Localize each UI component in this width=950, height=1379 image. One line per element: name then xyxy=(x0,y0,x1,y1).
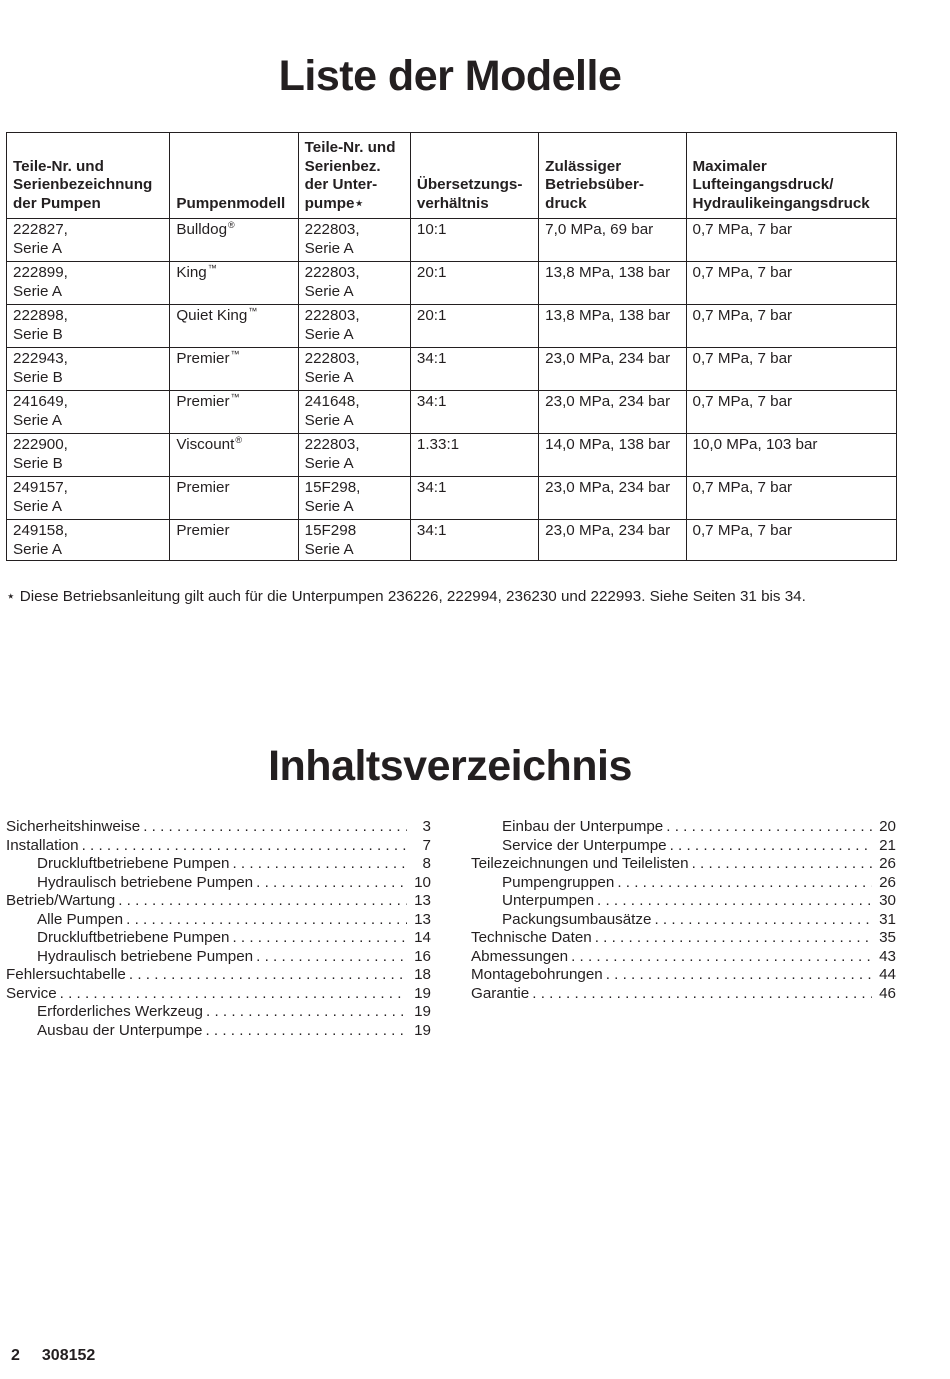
toc-entry[interactable] xyxy=(6,855,431,874)
toc-entry-page: 46 xyxy=(879,984,896,1002)
toc-entry[interactable] xyxy=(471,929,896,948)
model-name: Premier xyxy=(176,350,230,367)
toc-entry-label: Hydraulisch betriebene Pumpen xyxy=(37,947,254,965)
cell-max-inlet-pressure: 0,7 MPa, 7 bar xyxy=(686,348,897,391)
trademark-mark: ® xyxy=(235,435,242,445)
toc-entry[interactable] xyxy=(471,818,896,837)
cell-part-number: 222827, Serie A xyxy=(7,219,170,262)
cell-max-inlet-pressure: 0,7 MPa, 7 bar xyxy=(686,305,897,348)
toc-dot-leader xyxy=(606,966,872,985)
toc-entry-label: Ausbau der Unterpumpe xyxy=(37,1021,203,1039)
header-lower-pump: Teile-Nr. und Serienbez. der Unter- pumpe⋆ xyxy=(298,133,410,219)
toc-entry-label: Alle Pumpen xyxy=(37,910,124,928)
toc-entry-label: Montagebohrungen xyxy=(471,966,603,983)
toc-entry-label: Service der Unterpumpe xyxy=(502,836,667,854)
toc-dot-leader xyxy=(666,818,872,837)
toc-entry[interactable] xyxy=(6,874,431,893)
toc-dot-leader xyxy=(232,855,407,874)
cell-working-pressure: 23,0 MPa, 234 bar xyxy=(539,348,686,391)
cell-max-inlet-pressure: 10,0 MPa, 103 bar xyxy=(686,434,897,477)
model-name: Premier xyxy=(176,393,230,410)
toc-entry[interactable] xyxy=(6,929,431,948)
header-part-number: Teile-Nr. und Serienbezeichnung der Pumpen xyxy=(7,133,170,219)
toc-entry[interactable] xyxy=(471,874,896,893)
toc-entry[interactable] xyxy=(471,911,896,930)
toc-entry[interactable] xyxy=(6,1003,431,1022)
cell-ratio: 34:1 xyxy=(410,477,538,520)
toc-entry[interactable] xyxy=(6,818,431,837)
toc-entry-page: 19 xyxy=(414,984,431,1002)
toc-entry-page: 19 xyxy=(414,1003,431,1020)
page-footer xyxy=(11,1347,95,1365)
trademark-mark: ® xyxy=(228,220,235,230)
toc-entry-label: Service xyxy=(6,984,57,1002)
cell-max-inlet-pressure: 0,7 MPa, 7 bar xyxy=(686,219,897,262)
toc-dot-leader xyxy=(256,948,407,967)
toc-entry[interactable] xyxy=(471,948,896,967)
cell-working-pressure: 23,0 MPa, 234 bar xyxy=(539,520,686,561)
cell-lower-pump: 222803, Serie A xyxy=(298,305,410,348)
toc-entry-page: 3 xyxy=(422,818,431,835)
toc-entry-label: Installation xyxy=(6,836,79,854)
page-number: 2 xyxy=(11,1347,20,1364)
cell-lower-pump: 15F298, Serie A xyxy=(298,477,410,520)
cell-ratio: 1.33:1 xyxy=(410,434,538,477)
cell-ratio: 20:1 xyxy=(410,262,538,305)
cell-part-number: 249158, Serie A xyxy=(7,520,170,561)
toc-entry-label: Unterpumpen xyxy=(502,892,595,909)
toc-entry-page: 31 xyxy=(879,910,896,928)
cell-lower-pump: 222803, Serie A xyxy=(298,219,410,262)
toc-entry-label: Technische Daten xyxy=(471,929,592,946)
table-row xyxy=(7,391,897,434)
table-footnote: ⋆ Diese Betriebsanleitung gilt auch für die Unterpumpen 236226, 222994, 236230 und 222993. Siehe Seiten 31 bis 34. xyxy=(6,588,806,605)
cell-ratio: 34:1 xyxy=(410,520,538,561)
cell-lower-pump: 222803, Serie A xyxy=(298,348,410,391)
cell-pump-model xyxy=(170,477,298,520)
model-name: Premier xyxy=(176,479,230,496)
cell-pump-model xyxy=(170,305,298,348)
cell-working-pressure: 13,8 MPa, 138 bar xyxy=(539,262,686,305)
cell-working-pressure: 23,0 MPa, 234 bar xyxy=(539,391,686,434)
header-max-inlet-pressure: Maximaler Lufteingangsdruck/ Hydraulikeingangsdruck xyxy=(686,133,897,219)
toc-entry[interactable] xyxy=(6,948,431,967)
table-row xyxy=(7,262,897,305)
toc-dot-leader xyxy=(532,985,872,1004)
toc-entry-label: Packungsumbausätze xyxy=(502,910,652,928)
cell-pump-model xyxy=(170,262,298,305)
toc-entry-label: Druckluftbetriebene Pumpen xyxy=(37,929,230,946)
toc-entry-label: Erforderliches Werkzeug xyxy=(37,1003,204,1020)
cell-part-number: 222898, Serie B xyxy=(7,305,170,348)
toc-column-left xyxy=(6,818,431,1040)
document-number: 308152 xyxy=(41,1347,96,1364)
toc-entry-label: Sicherheitshinweise xyxy=(6,818,141,835)
table-row xyxy=(7,348,897,391)
cell-working-pressure: 13,8 MPa, 138 bar xyxy=(539,305,686,348)
toc-entry-label: Teilezeichnungen und Teilelisten xyxy=(471,855,689,872)
toc-entry-page: 26 xyxy=(879,873,896,891)
toc-dot-leader xyxy=(670,837,872,856)
models-table-header-row xyxy=(7,133,897,219)
cell-working-pressure: 7,0 MPa, 69 bar xyxy=(539,219,686,262)
table-row xyxy=(7,219,897,262)
cell-lower-pump: 241648, Serie A xyxy=(298,391,410,434)
toc-entry-page: 18 xyxy=(414,966,431,983)
cell-part-number: 249157, Serie A xyxy=(7,477,170,520)
model-name: Premier xyxy=(176,522,230,539)
toc-dot-leader xyxy=(595,929,872,948)
table-row xyxy=(7,520,897,561)
toc-entry[interactable] xyxy=(471,985,896,1004)
cell-part-number: 222900, Serie B xyxy=(7,434,170,477)
toc-dot-leader xyxy=(60,985,407,1004)
toc-dot-leader xyxy=(82,837,407,856)
toc-entry[interactable] xyxy=(6,966,431,985)
toc-entry-label: Einbau der Unterpumpe xyxy=(502,818,664,835)
model-name: King xyxy=(176,264,207,281)
toc-dot-leader xyxy=(692,855,872,874)
toc-entry-label: Hydraulisch betriebene Pumpen xyxy=(37,873,254,891)
toc-dot-leader xyxy=(126,911,407,930)
toc-column-right xyxy=(471,818,896,1003)
cell-ratio: 20:1 xyxy=(410,305,538,348)
toc-dot-leader xyxy=(617,874,872,893)
toc-dot-leader xyxy=(143,818,407,837)
toc-dot-leader xyxy=(256,874,407,893)
cell-part-number: 241649, Serie A xyxy=(7,391,170,434)
model-name: Bulldog xyxy=(176,221,228,238)
toc-entry-page: 43 xyxy=(879,947,896,965)
header-ratio: Übersetzungs- verhältnis xyxy=(410,133,538,219)
cell-working-pressure: 23,0 MPa, 234 bar xyxy=(539,477,686,520)
cell-lower-pump: 222803, Serie A xyxy=(298,262,410,305)
toc-dot-leader xyxy=(232,929,407,948)
toc-entry-page: 7 xyxy=(422,836,431,854)
cell-working-pressure: 14,0 MPa, 138 bar xyxy=(539,434,686,477)
trademark-mark: ™ xyxy=(230,392,240,402)
toc-entry-label: Fehlersuchtabelle xyxy=(6,966,126,983)
trademark-mark: ™ xyxy=(230,349,240,359)
toc-title: Inhaltsverzeichnis xyxy=(268,742,632,790)
toc-entry-page: 16 xyxy=(414,947,431,965)
cell-lower-pump: 222803, Serie A xyxy=(298,434,410,477)
cell-pump-model xyxy=(170,434,298,477)
toc-entry-page: 30 xyxy=(879,892,896,909)
model-name: Viscount xyxy=(176,436,235,453)
cell-ratio: 10:1 xyxy=(410,219,538,262)
cell-pump-model xyxy=(170,348,298,391)
toc-entry[interactable] xyxy=(471,855,896,874)
models-title: Liste der Modelle xyxy=(278,52,622,100)
table-row xyxy=(7,305,897,348)
cell-part-number: 222943, Serie B xyxy=(7,348,170,391)
toc-entry-page: 8 xyxy=(422,855,431,872)
header-working-pressure: Zulässiger Betriebsüber- druck xyxy=(539,133,686,219)
toc-entry-label: Betrieb/Wartung xyxy=(6,892,116,909)
model-name: Quiet King xyxy=(176,307,248,324)
toc-entry-page: 44 xyxy=(879,966,896,983)
toc-entry-label: Druckluftbetriebene Pumpen xyxy=(37,855,230,872)
toc-dot-leader xyxy=(206,1003,407,1022)
toc-entry-label: Pumpengruppen xyxy=(502,873,615,891)
cell-max-inlet-pressure: 0,7 MPa, 7 bar xyxy=(686,477,897,520)
toc-entry[interactable] xyxy=(6,911,431,930)
cell-max-inlet-pressure: 0,7 MPa, 7 bar xyxy=(686,262,897,305)
header-pump-model: Pumpenmodell xyxy=(170,133,298,219)
toc-dot-leader xyxy=(597,892,872,911)
toc-entry-page: 26 xyxy=(879,855,896,872)
toc-entry-label: Abmessungen xyxy=(471,947,569,965)
models-table xyxy=(6,132,897,561)
trademark-mark: ™ xyxy=(207,263,217,273)
toc-entry-label: Garantie xyxy=(471,984,530,1002)
toc-entry-page: 19 xyxy=(414,1021,431,1039)
cell-ratio: 34:1 xyxy=(410,348,538,391)
cell-ratio: 34:1 xyxy=(410,391,538,434)
toc-entry-page: 13 xyxy=(414,892,431,909)
toc-entry-page: 14 xyxy=(414,929,431,946)
cell-pump-model xyxy=(170,391,298,434)
toc-entry[interactable] xyxy=(471,892,896,911)
cell-max-inlet-pressure: 0,7 MPa, 7 bar xyxy=(686,520,897,561)
cell-part-number: 222899, Serie A xyxy=(7,262,170,305)
toc-entry[interactable] xyxy=(6,837,431,856)
cell-lower-pump: 15F298 Serie A xyxy=(298,520,410,561)
toc-dot-leader xyxy=(205,1022,407,1041)
cell-max-inlet-pressure: 0,7 MPa, 7 bar xyxy=(686,391,897,434)
toc-entry-page: 13 xyxy=(414,910,431,928)
toc-dot-leader xyxy=(129,966,407,985)
toc-entry[interactable] xyxy=(6,1022,431,1041)
toc-dot-leader xyxy=(571,948,872,967)
toc-entry[interactable] xyxy=(471,837,896,856)
toc-entry-page: 10 xyxy=(414,873,431,891)
toc-entry[interactable] xyxy=(6,892,431,911)
toc-entry[interactable] xyxy=(471,966,896,985)
trademark-mark: ™ xyxy=(248,306,258,316)
toc-entry[interactable] xyxy=(6,985,431,1004)
table-row xyxy=(7,477,897,520)
toc-dot-leader xyxy=(118,892,407,911)
cell-pump-model xyxy=(170,219,298,262)
toc-dot-leader xyxy=(654,911,872,930)
toc-entry-page: 20 xyxy=(879,818,896,835)
toc-entry-page: 35 xyxy=(879,929,896,946)
toc-entry-page: 21 xyxy=(879,836,896,854)
cell-pump-model xyxy=(170,520,298,561)
table-row xyxy=(7,434,897,477)
